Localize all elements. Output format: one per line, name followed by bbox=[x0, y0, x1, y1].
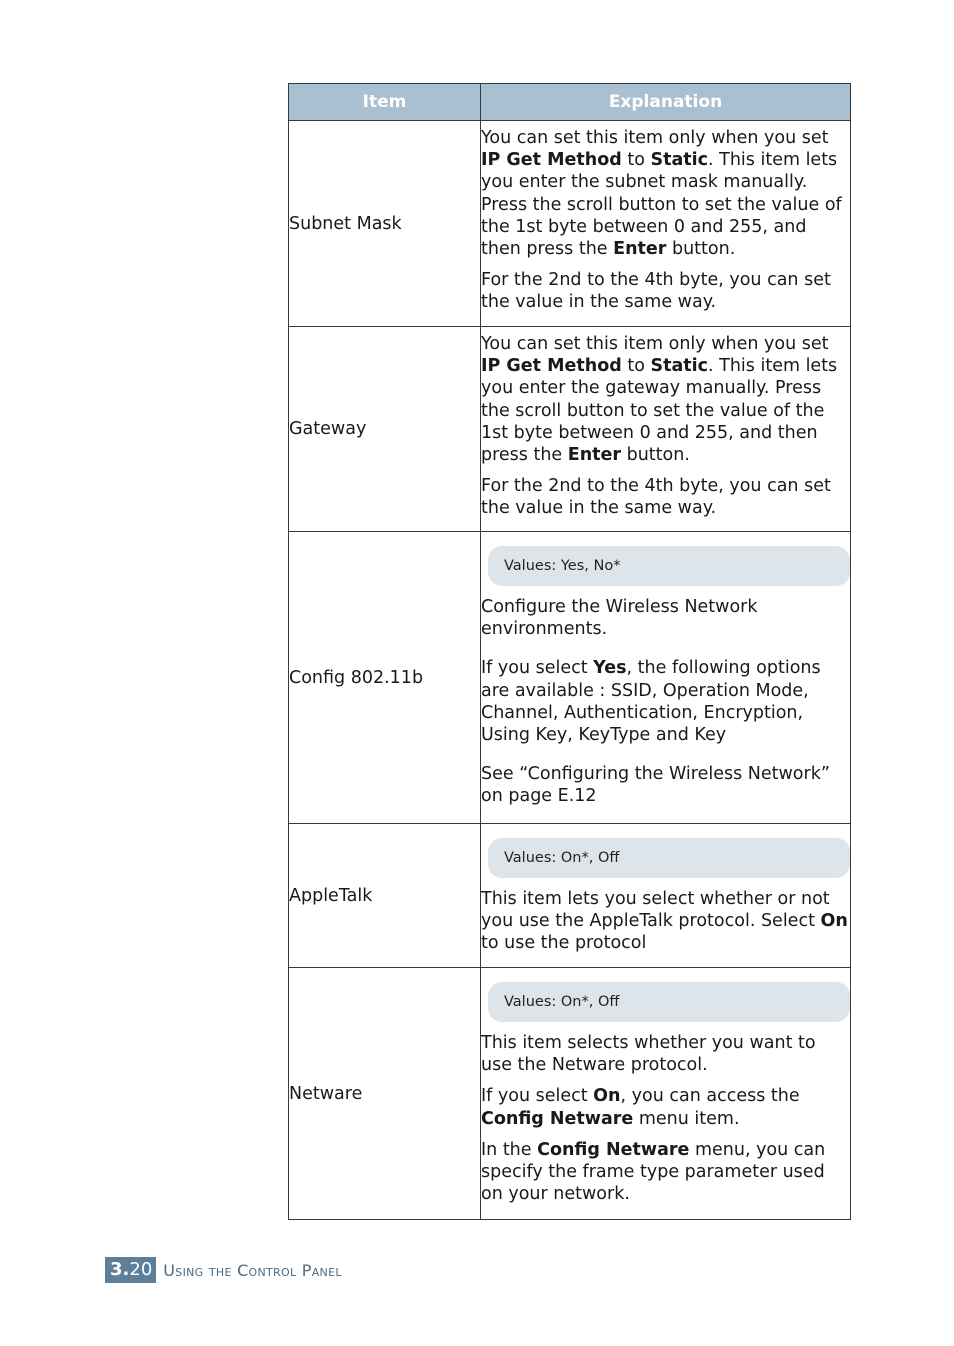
table-row-config-80211b bbox=[289, 532, 851, 824]
chapter-number: 3. bbox=[110, 1259, 130, 1280]
paragraph: If you select On, you can access the Config Netware menu item. bbox=[481, 1086, 800, 1129]
table-row-appletalk bbox=[289, 824, 851, 968]
paragraph: This item selects whether you want to use the Netware protocol. bbox=[481, 1033, 816, 1076]
paragraph: Configure the Wireless Network environments. bbox=[481, 597, 758, 640]
page-footer bbox=[105, 1257, 342, 1283]
paragraph: This item lets you select whether or not you use the AppleTalk protocol. Select On to use the protocol bbox=[481, 889, 848, 954]
values-badge: Values: On*, Off bbox=[488, 838, 850, 878]
page-number: 20 bbox=[129, 1259, 153, 1280]
values-badge: Values: On*, Off bbox=[488, 982, 850, 1022]
table-row-subnet-mask bbox=[289, 121, 851, 327]
values-badge: Values: Yes, No* bbox=[488, 546, 850, 586]
page-number-badge bbox=[105, 1257, 156, 1283]
paragraph: If you select Yes, the following options are available : SSID, Operation Mode, Channel, Authentication, Encryption, Using Key, KeyType and Key bbox=[481, 658, 821, 746]
item-name: Subnet Mask bbox=[289, 121, 481, 327]
paragraph: For the 2nd to the 4th byte, you can set the value in the same way. bbox=[481, 476, 831, 519]
header-item: Item bbox=[289, 84, 481, 121]
paragraph: For the 2nd to the 4th byte, you can set the value in the same way. bbox=[481, 270, 831, 313]
item-name: Gateway bbox=[289, 327, 481, 532]
header-explanation: Explanation bbox=[481, 84, 851, 121]
paragraph: In the Config Netware menu, you can specify the frame type parameter used on your network. bbox=[481, 1139, 826, 1205]
paragraph: You can set this item only when you set IP Get Method to Static. This item lets you enter the gateway manually. Press the scroll button to set the value of the 1st byte between 0 and 255, and then press the Enter button. bbox=[481, 334, 838, 466]
chapter-title: Using the Control Panel bbox=[163, 1260, 342, 1280]
item-explanation bbox=[481, 968, 851, 1220]
item-name: Config 802.11b bbox=[289, 532, 481, 824]
table-row-netware bbox=[289, 968, 851, 1220]
item-name: AppleTalk bbox=[289, 824, 481, 968]
item-explanation bbox=[481, 121, 851, 327]
paragraph: See “Configuring the Wireless Network” on page E.12 bbox=[481, 764, 830, 807]
paragraph: You can set this item only when you set IP Get Method to Static. This item lets you enter the subnet mask manually. Press the scroll button to set the value of the 1st byte between 0 and 255, and then press the Enter button. bbox=[481, 128, 842, 260]
table-header-row bbox=[289, 84, 851, 121]
item-name: Netware bbox=[289, 968, 481, 1220]
item-explanation bbox=[481, 327, 851, 532]
table-row-gateway bbox=[289, 327, 851, 532]
settings-table bbox=[288, 83, 851, 1220]
item-explanation bbox=[481, 532, 851, 824]
item-explanation bbox=[481, 824, 851, 968]
